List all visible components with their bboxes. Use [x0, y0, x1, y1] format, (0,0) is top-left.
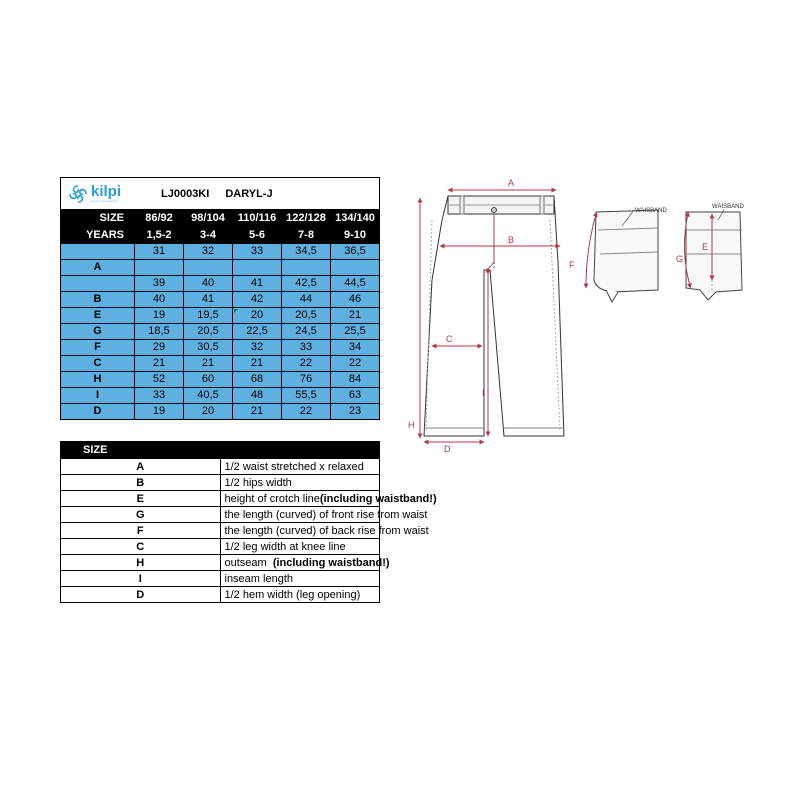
legend-desc: [220, 587, 380, 603]
legend-desc: [220, 539, 380, 555]
size-header-cell: 110/116: [233, 210, 282, 227]
size-header-row: [61, 210, 380, 227]
product-code: LJ0003KI: [161, 187, 210, 200]
legend-desc: [220, 555, 390, 571]
legend-row: [61, 459, 380, 475]
size-header-cell: 98/104: [184, 210, 233, 227]
table-cell: 24,5: [282, 324, 331, 340]
label-b: B: [508, 235, 515, 245]
legend-bold: (including waistband!): [272, 556, 390, 569]
brand-tagline: Sport in its essence: [91, 198, 118, 203]
row-code: B: [61, 292, 135, 308]
kilpi-logo-icon: [67, 183, 89, 205]
years-header-cell: 1,5-2: [135, 227, 184, 244]
legend-header-row: [61, 442, 380, 459]
table-cell: 21: [233, 404, 282, 420]
legend-desc: [220, 507, 428, 523]
table-cell: 48: [233, 388, 282, 404]
table-cell: 34: [331, 340, 380, 356]
table-row: [61, 308, 380, 324]
brand-row: [60, 177, 380, 209]
table-cell: 42: [233, 292, 282, 308]
legend-code: A: [61, 459, 221, 475]
label-c: C: [446, 334, 453, 344]
table-cell: 25,5: [331, 324, 380, 340]
table-cell: 60: [184, 372, 233, 388]
row-code: [61, 244, 135, 260]
table-cell: 46: [331, 292, 380, 308]
size-header-cell: 86/92: [135, 210, 184, 227]
years-header-cell: 3-4: [184, 227, 233, 244]
table-cell: 20: [233, 308, 282, 324]
legend-text: 1/2 hips width: [224, 476, 292, 489]
table-row: [61, 244, 380, 260]
product-name: DARYL-J: [225, 187, 273, 200]
legend-text: height of crotch line: [224, 492, 320, 505]
table-cell: 22: [282, 404, 331, 420]
label-f: F: [569, 260, 575, 270]
table-cell: 31: [135, 244, 184, 260]
waistband-label-left: WAISBAND: [635, 208, 667, 214]
table-cell: 44,5: [331, 276, 380, 292]
brand-name: kilpi: [91, 182, 122, 200]
size-table: [60, 209, 380, 420]
years-header-cell: 7-8: [282, 227, 331, 244]
table-cell: 21: [184, 356, 233, 372]
row-code: D: [61, 404, 135, 420]
measurement-legend: [60, 441, 437, 603]
table-cell: 33: [282, 340, 331, 356]
table-cell: 21: [331, 308, 380, 324]
table-cell: 22: [282, 356, 331, 372]
table-cell: 42,5: [282, 276, 331, 292]
table-row: [61, 276, 380, 292]
legend-row: [61, 475, 380, 491]
table-cell: 19: [135, 404, 184, 420]
legend-desc: [220, 459, 380, 475]
table-cell: 40: [184, 276, 233, 292]
legend-row: [61, 491, 380, 507]
legend-code: C: [61, 539, 221, 555]
years-header-cell: 9-10: [331, 227, 380, 244]
legend-row: [61, 507, 380, 523]
legend-text: outseam: [224, 556, 273, 569]
legend-desc: [220, 475, 380, 491]
legend-desc: [220, 491, 437, 507]
years-header-cell: 5-6: [233, 227, 282, 244]
legend-code: G: [61, 507, 221, 523]
table-cell: 18,5: [135, 324, 184, 340]
table-cell: 23: [331, 404, 380, 420]
table-cell: 20: [184, 404, 233, 420]
row-code: I: [61, 388, 135, 404]
table-cell: 32: [233, 340, 282, 356]
legend-text: the length (curved) of front rise from waist: [224, 508, 428, 521]
table-row: [61, 260, 380, 276]
table-cell: [331, 260, 380, 276]
waistband-label-right: WAISBAND: [712, 204, 744, 210]
legend-code: F: [61, 523, 221, 539]
table-cell: 84: [331, 372, 380, 388]
table-cell: [233, 260, 282, 276]
table-cell: [282, 260, 331, 276]
table-row: [61, 404, 380, 420]
table-cell: 19: [135, 308, 184, 324]
table-cell: 40,5: [184, 388, 233, 404]
legend-text: inseam length: [224, 572, 293, 585]
years-header-row: [61, 227, 380, 244]
legend-row: [61, 523, 380, 539]
label-i: I: [482, 388, 485, 398]
table-cell: [135, 260, 184, 276]
table-cell: 76: [282, 372, 331, 388]
legend-code: H: [61, 555, 221, 571]
table-cell: [184, 260, 233, 276]
table-cell: 22: [331, 356, 380, 372]
back-rise-detail: [686, 212, 742, 300]
table-cell: 29: [135, 340, 184, 356]
legend-text: 1/2 leg width at knee line: [224, 540, 346, 553]
table-cell: 33: [135, 388, 184, 404]
table-row: [61, 292, 380, 308]
table-row: [61, 388, 380, 404]
table-cell: 36,5: [331, 244, 380, 260]
table-cell: 40: [135, 292, 184, 308]
row-code: C: [61, 356, 135, 372]
front-rise-detail: [594, 210, 658, 302]
table-cell: 52: [135, 372, 184, 388]
legend-bold: (including waistband!): [319, 492, 437, 505]
table-row: [61, 372, 380, 388]
legend-code: D: [61, 587, 221, 603]
row-code: E: [61, 308, 135, 324]
table-cell: 34,5: [282, 244, 331, 260]
table-cell: 30,5: [184, 340, 233, 356]
row-code: F: [61, 340, 135, 356]
table-row: [61, 340, 380, 356]
label-h: H: [408, 420, 415, 430]
label-d: D: [444, 444, 451, 454]
table-cell: 55,5: [282, 388, 331, 404]
row-code: G: [61, 324, 135, 340]
pants-measurement-diagram: [400, 170, 760, 460]
row-code: A: [61, 260, 135, 276]
table-cell: 21: [135, 356, 184, 372]
legend-text: 1/2 waist stretched x relaxed: [224, 460, 364, 473]
table-row: [61, 356, 380, 372]
legend-row: [61, 539, 380, 555]
legend-text: 1/2 hem width (leg opening): [224, 588, 361, 601]
table-cell: 41: [184, 292, 233, 308]
legend-row: [61, 555, 380, 571]
size-chart: [60, 177, 380, 420]
table-cell: 21: [233, 356, 282, 372]
legend-code: E: [61, 491, 221, 507]
table-cell: 63: [331, 388, 380, 404]
pants-diagram-svg: [400, 170, 760, 460]
table-cell: 44: [282, 292, 331, 308]
table-cell: 41: [233, 276, 282, 292]
table-cell: 68: [233, 372, 282, 388]
legend-text: the length (curved) of back rise from waist: [224, 524, 429, 537]
table-cell: 32: [184, 244, 233, 260]
row-code: H: [61, 372, 135, 388]
table-cell: 22,5: [233, 324, 282, 340]
label-e: E: [702, 242, 709, 252]
label-g: G: [676, 254, 684, 264]
legend-code: I: [61, 571, 221, 587]
table-cell: 20,5: [184, 324, 233, 340]
table-cell: 19,5: [184, 308, 233, 324]
size-header-cell: 134/140: [331, 210, 380, 227]
legend-code: B: [61, 475, 221, 491]
legend-table: [60, 441, 437, 603]
table-cell: 20,5: [282, 308, 331, 324]
legend-desc: [220, 523, 429, 539]
legend-desc: [220, 571, 380, 587]
label-a: A: [508, 178, 515, 188]
size-header-label: SIZE: [61, 210, 135, 227]
table-cell: 39: [135, 276, 184, 292]
table-row: [61, 324, 380, 340]
kilpi-logo: [61, 183, 155, 205]
years-header-label: YEARS: [61, 227, 135, 244]
legend-header: SIZE: [61, 442, 380, 459]
size-header-cell: 122/128: [282, 210, 331, 227]
table-cell: 33: [233, 244, 282, 260]
legend-row: [61, 587, 380, 603]
legend-row: [61, 571, 380, 587]
row-code: [61, 276, 135, 292]
